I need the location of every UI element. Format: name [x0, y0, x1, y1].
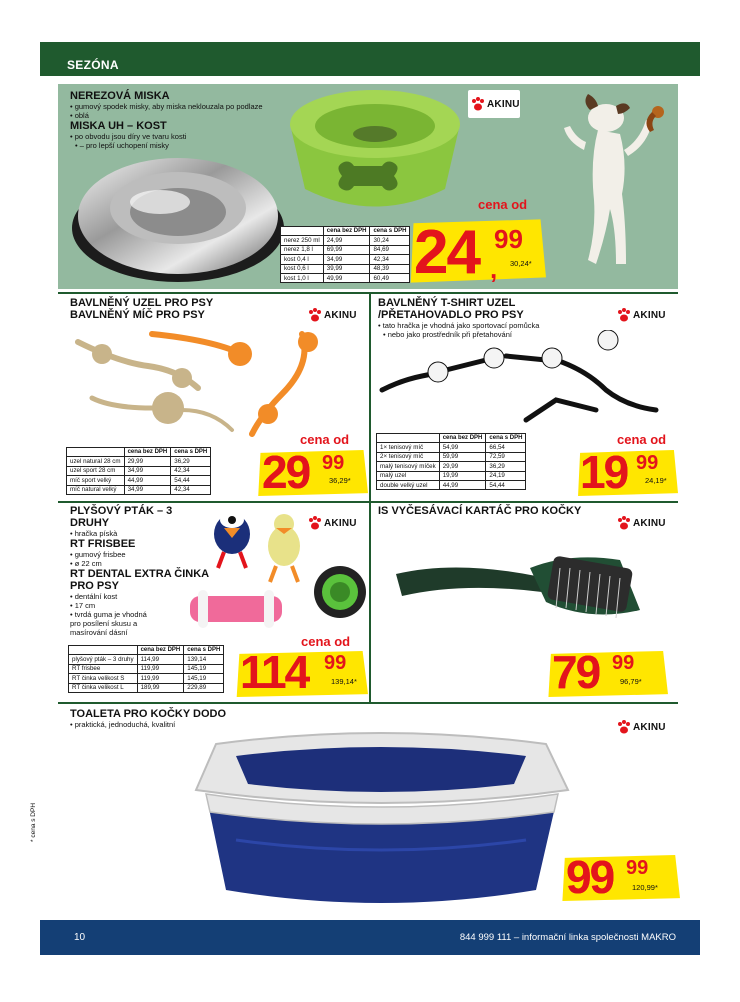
divider [58, 292, 678, 294]
bullet: • tato hračka je vhodná jako sportovací pomůcka [378, 321, 539, 330]
col-header: cena bez DPH [137, 646, 184, 655]
tshirt-price-with-vat: 24,19* [645, 476, 667, 485]
bullet-cont: • nebo jako prostředník při přetahování [378, 330, 539, 339]
bullet: • gumový frisbee [70, 550, 210, 559]
price-main: 19 [580, 446, 628, 498]
col-header: cena s DPH [184, 646, 224, 655]
toaleta-title: TOALETA PRO KOČKY DODO [70, 708, 227, 720]
akinu-logo [614, 509, 666, 537]
hero-price-with-vat: 30,24* [510, 259, 532, 268]
col-header: cena s DPH [486, 434, 526, 443]
table-row: malý uzel 19,99 24,19 [377, 471, 526, 480]
col-header: cena bez DPH [439, 434, 486, 443]
steel-bowl-image [68, 146, 288, 286]
table-row: double velký uzel 44,99 54,44 [377, 480, 526, 489]
col-header: cena s DPH [171, 448, 211, 457]
bullet: • oblá [70, 111, 280, 120]
cena-od-label: cena od [617, 432, 667, 447]
ptak-title-1: PLYŠOVÝ PTÁK – 3 DRUHY [70, 505, 173, 529]
ptak-price-with-vat: 139,14* [331, 677, 357, 686]
akinu-brand-text: AKINU [633, 517, 666, 529]
price-main: 114 [240, 646, 309, 698]
akinu-brand-text: AKINU [324, 309, 357, 321]
ptak-bullets-3 [70, 592, 150, 637]
paw-icon [616, 307, 632, 323]
uzel-title-2: BAVLNĚNÝ MÍČ PRO PSY [70, 309, 205, 321]
table-row: RT činka velikost L 189,99 229,89 [69, 683, 224, 692]
table-row: míč sport velký 44,99 54,44 [67, 476, 211, 485]
cena-od-label: cena od [301, 634, 351, 649]
akinu-logo [468, 90, 520, 118]
table-row: RT frisbee 119,99 145,19 [69, 664, 224, 673]
cena-od-label: cena od [300, 432, 350, 447]
section-header: SEZÓNA [40, 42, 700, 76]
akinu-logo [614, 713, 666, 741]
paw-icon [470, 96, 486, 112]
divider [58, 501, 678, 503]
tshirt-price-table [376, 433, 526, 490]
table-row: kost 1,0 l 49,99 60,49 [281, 273, 410, 282]
col-header: cena s DPH [370, 227, 410, 236]
price-main: 29 [262, 446, 310, 498]
bullet: • tvrdá guma je vhodná pro posílení skusu a masírování dásní [70, 610, 150, 637]
uzel-price-table [66, 447, 211, 495]
paw-icon [616, 515, 632, 531]
uzel-price-with-vat: 36,29* [329, 476, 351, 485]
tshirt-rope-image [376, 330, 676, 430]
bullet: • dentální kost [70, 592, 150, 601]
uzel-block [70, 297, 213, 321]
dog-image [538, 84, 678, 289]
tshirt-title-2: /PŘETAHOVADLO PRO PSY [378, 309, 524, 321]
bullet: • praktická, jednoduchá, kvalitní [70, 720, 226, 729]
hero-price: 24 99 , [414, 218, 523, 287]
price-cents: 99 [494, 224, 523, 254]
col-header: cena bez DPH [323, 227, 370, 236]
litter-box-image [176, 720, 586, 912]
kartac-title: IS VYČESÁVACÍ KARTÁČ PRO KOČKY [378, 505, 582, 517]
hero-title-1: NEREZOVÁ MISKA [70, 90, 170, 102]
akinu-brand-text: AKINU [487, 98, 520, 110]
price-cents: 99 [322, 452, 345, 474]
table-row: uzel natural 28 cm 29,99 36,29 [67, 457, 211, 466]
price-cents: 99 [324, 652, 347, 674]
divider [58, 702, 678, 704]
table-row: míč natural velký 34,99 42,34 [67, 485, 211, 494]
footer [40, 920, 700, 955]
akinu-logo [614, 301, 666, 329]
table-row: 2× tenisový míč 59,99 72,59 [377, 452, 526, 461]
bullet: • po obvodu jsou díry ve tvaru kosti [70, 132, 280, 141]
tshirt-title-1: BAVLNĚNÝ T-SHIRT UZEL [378, 297, 516, 309]
table-row: kost 0,4 l 34,99 42,34 [281, 255, 410, 264]
bullet: • 17 cm [70, 601, 150, 610]
vat-note: * cena s DPH [30, 802, 37, 842]
akinu-brand-text: AKINU [633, 721, 666, 733]
bullet-cont: • – pro lepší uchopení misky [70, 141, 280, 150]
hero-panel [58, 84, 678, 289]
price-main: 99 [566, 851, 614, 903]
akinu-brand-text: AKINU [324, 517, 357, 529]
green-bowl-image [280, 84, 470, 219]
bullet: • ø 22 cm [70, 559, 210, 568]
bullet: • hračka pískà [70, 529, 210, 538]
table-row: plyšový pták – 3 druhy 114,99 139,14 [69, 655, 224, 664]
kartac-price-with-vat: 96,79* [620, 677, 642, 686]
price-main: 79 [552, 646, 600, 698]
akinu-logo [305, 301, 357, 329]
price-cents: 99 [626, 857, 649, 879]
cena-od-label: cena od [478, 197, 528, 212]
ptak-title-2: RT FRISBEE [70, 538, 136, 550]
table-row: RT činka velikost S 119,99 145,19 [69, 674, 224, 683]
uzel-title-1: BAVLNĚNÝ UZEL PRO PSY [70, 297, 214, 309]
price-cents: 99 [636, 452, 659, 474]
table-row: nerez 1,8 l 69,99 84,69 [281, 245, 410, 254]
price-main: 24 [414, 218, 479, 287]
table-row: malý tenisový míček 29,99 36,29 [377, 462, 526, 471]
hero-price-table [280, 226, 410, 283]
plush-toys-image [184, 500, 368, 640]
table-row: uzel sport 28 cm 34,99 42,34 [67, 466, 211, 475]
paw-icon [307, 307, 323, 323]
toaleta-price-with-vat: 120,99* [632, 883, 658, 892]
table-row: kost 0,6 l 39,99 48,39 [281, 264, 410, 273]
rope-toys-image [72, 328, 362, 440]
hero-bullets-1 [70, 102, 280, 120]
bullet: • gumový spodek misky, aby miska neklouzala po podlaze [70, 102, 280, 111]
table-row: 1× tenisový míč 54,99 66,54 [377, 443, 526, 452]
akinu-brand-text: AKINU [633, 309, 666, 321]
paw-icon [616, 719, 632, 735]
divider [369, 292, 371, 702]
hotline: 844 999 111 – informační linka společnosti MAKRO [459, 932, 676, 943]
hero-title-2: MISKA UH – KOST [70, 120, 167, 132]
brush-image [390, 548, 660, 628]
page-number: 10 [74, 932, 86, 943]
ptak-price-table [68, 645, 224, 693]
ptak-title-3: RT DENTAL EXTRA ČINKA PRO PSY [70, 568, 209, 592]
col-header: cena bez DPH [124, 448, 171, 457]
price-cents: 99 [612, 652, 635, 674]
table-row: nerez 250 ml 24,99 30,24 [281, 236, 410, 245]
